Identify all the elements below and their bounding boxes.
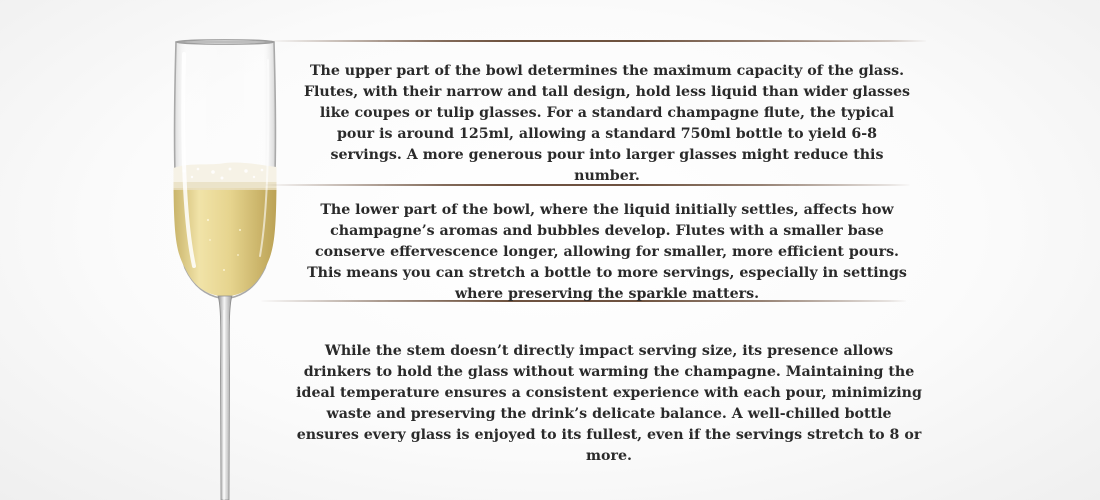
stem-description: While the stem doesn’t directly impact serving size, its presence allows drinkers to hold the glass without warming the champagne. Maintaining the ideal temperature ensures a consistent experience with each pour, minimizing waste and preserving the drink’s delicate balance. A well-chilled bottle ensures every glass is enjoyed to its fullest, even if the servings stretch to 8 or more. bbox=[296, 343, 922, 464]
section-divider bbox=[268, 39, 928, 43]
bowl-lower-description: The lower part of the bowl, where the liquid initially settles, affects how champagne’s aromas and bubbles develop. Flutes with a smaller base conserve effervescence longer, allowing for smaller, more efficient pours. This means you can stretch a bottle to more servings, especially in settings where preserving the sparkle matters. bbox=[307, 202, 907, 302]
bowl-upper-description: The upper part of the bowl determines the maximum capacity of the glass. Flutes, with their narrow and tall design, hold less liquid than wider glasses like coupes or tulip glasses. For a standard champagne flute, the typical pour is around 125ml, allowing a standard 750ml bottle to yield 6-8 servings. A more generous pour into larger glasses might reduce this number. bbox=[303, 63, 911, 184]
glass-stem bbox=[218, 296, 232, 500]
champagne-flute-icon bbox=[150, 30, 300, 500]
